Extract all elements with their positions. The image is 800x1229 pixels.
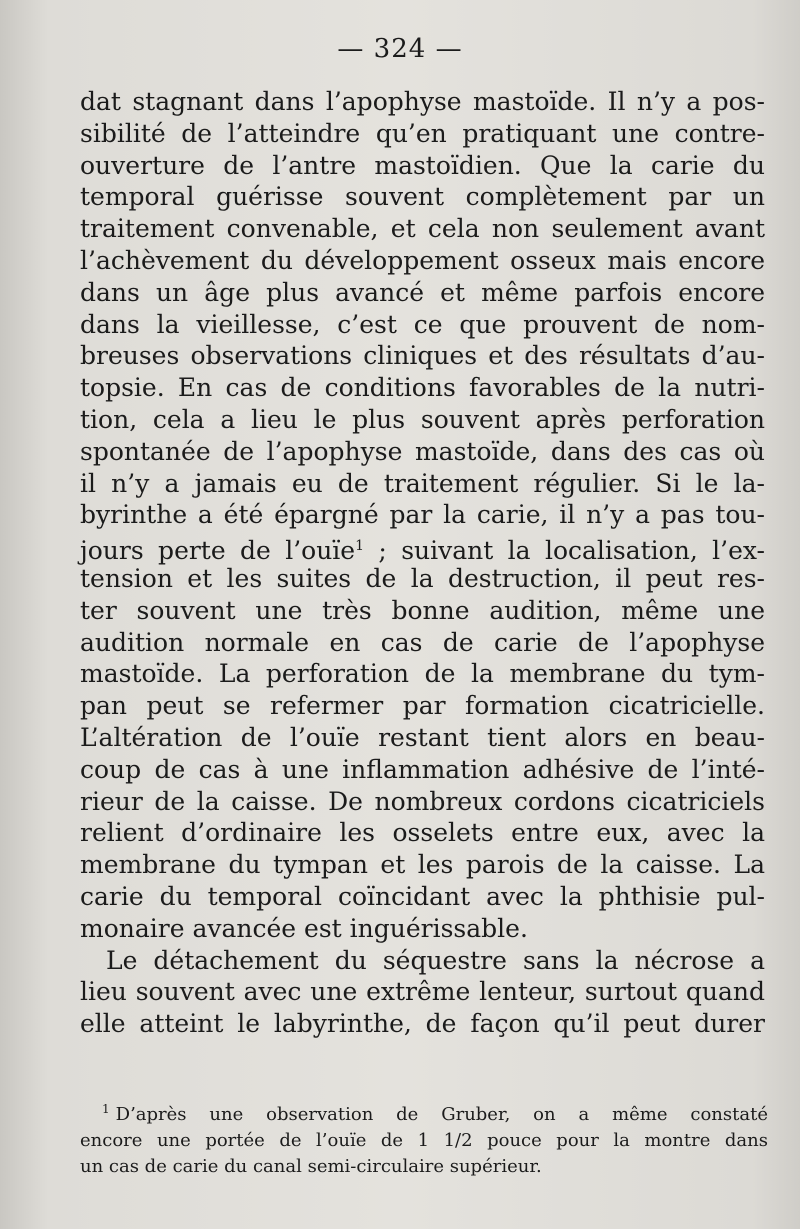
footnote-line [80,1096,768,1128]
text-line: tion, cela a lieu le plus souvent après perforation [80,404,765,434]
text-line: membrane du tympan et les parois de la caisse. La [80,850,765,880]
footnote-line: un cas de carie du canal semi-circulaire supérieur. [80,1156,542,1177]
text-line: temporal guérisse souvent complètement par un [80,182,765,212]
text-line: ouverture de l’antre mastoïdien. Que la carie du [80,150,765,180]
footnote-reference: 1 [355,538,365,555]
text-line: dat stagnant dans l’apophyse mastoïde. Il n’y a pos- [80,87,765,116]
text-line: ter souvent une très bonne audition, même une [80,595,765,625]
text-line: elle atteint le labyrinthe, de façon qu’il peut durer [80,1009,765,1039]
text-line: l’achèvement du développement osseux mais encore [80,245,765,275]
text-fragment: ; suivant la localisation, l’ex- [364,536,765,566]
text-line: dans la vieillesse, c’est ce que prouvent de nom- [80,309,765,339]
footnote [80,1096,768,1180]
text-line: breuses observations cliniques et des résultats d’au- [80,341,765,371]
text-line: mastoïde. La perforation de la membrane du tym- [80,659,765,689]
body-text [80,86,765,1040]
text-line: L’altération de l’ouïe restant tient alors en beau- [80,722,765,752]
text-line: dans un âge plus avancé et même parfois encore [80,277,765,307]
text-line: sibilité de l’atteindre qu’en pratiquant une contre- [80,118,765,148]
text-line: relient d’ordinaire les osselets entre eux, avec la [80,818,765,848]
text-line: monaire avancée est inguérissable. [80,913,528,943]
footnote-text: D’après une observation de Gruber, on a même constaté [115,1104,768,1125]
text-line: pan peut se refermer par formation cicatricielle. [80,691,765,721]
text-line: carie du temporal coïncidant avec la phthisie pul- [80,881,765,911]
footnote-line: encore une portée de l’ouïe de 1 1/2 pouce pour la montre dans [80,1130,768,1151]
text-line: il n’y a jamais eu de traitement régulier. Si le la- [80,468,765,498]
text-line: traitement convenable, et cela non seulement avant [80,214,765,244]
text-fragment: jours perte de l’ouïe [80,536,356,566]
text-line: tension et les suites de la destruction, il peut res- [80,563,765,593]
text-line: audition normale en cas de carie de l’apophyse [80,627,765,657]
text-line: topsie. En cas de conditions favorables de la nutri- [80,373,765,403]
text-line: spontanée de l’apophyse mastoïde, dans des cas où [80,436,765,466]
text-line: byrinthe a été épargné par la carie, il n’y a pas tou- [80,500,765,530]
footnote-mark: 1 [102,1102,110,1116]
text-line: Le détachement du séquestre sans la nécrose a [106,945,765,975]
text-line: lieu souvent avec une extrême lenteur, surtout quand [80,977,765,1007]
text-line: coup de cas à une inflammation adhésive de l’inté- [80,754,765,784]
page-number: — 324 — [337,34,463,64]
text-line: rieur de la caisse. De nombreux cordons cicatriciels [80,786,765,816]
text-line-with-footnote [80,531,765,566]
